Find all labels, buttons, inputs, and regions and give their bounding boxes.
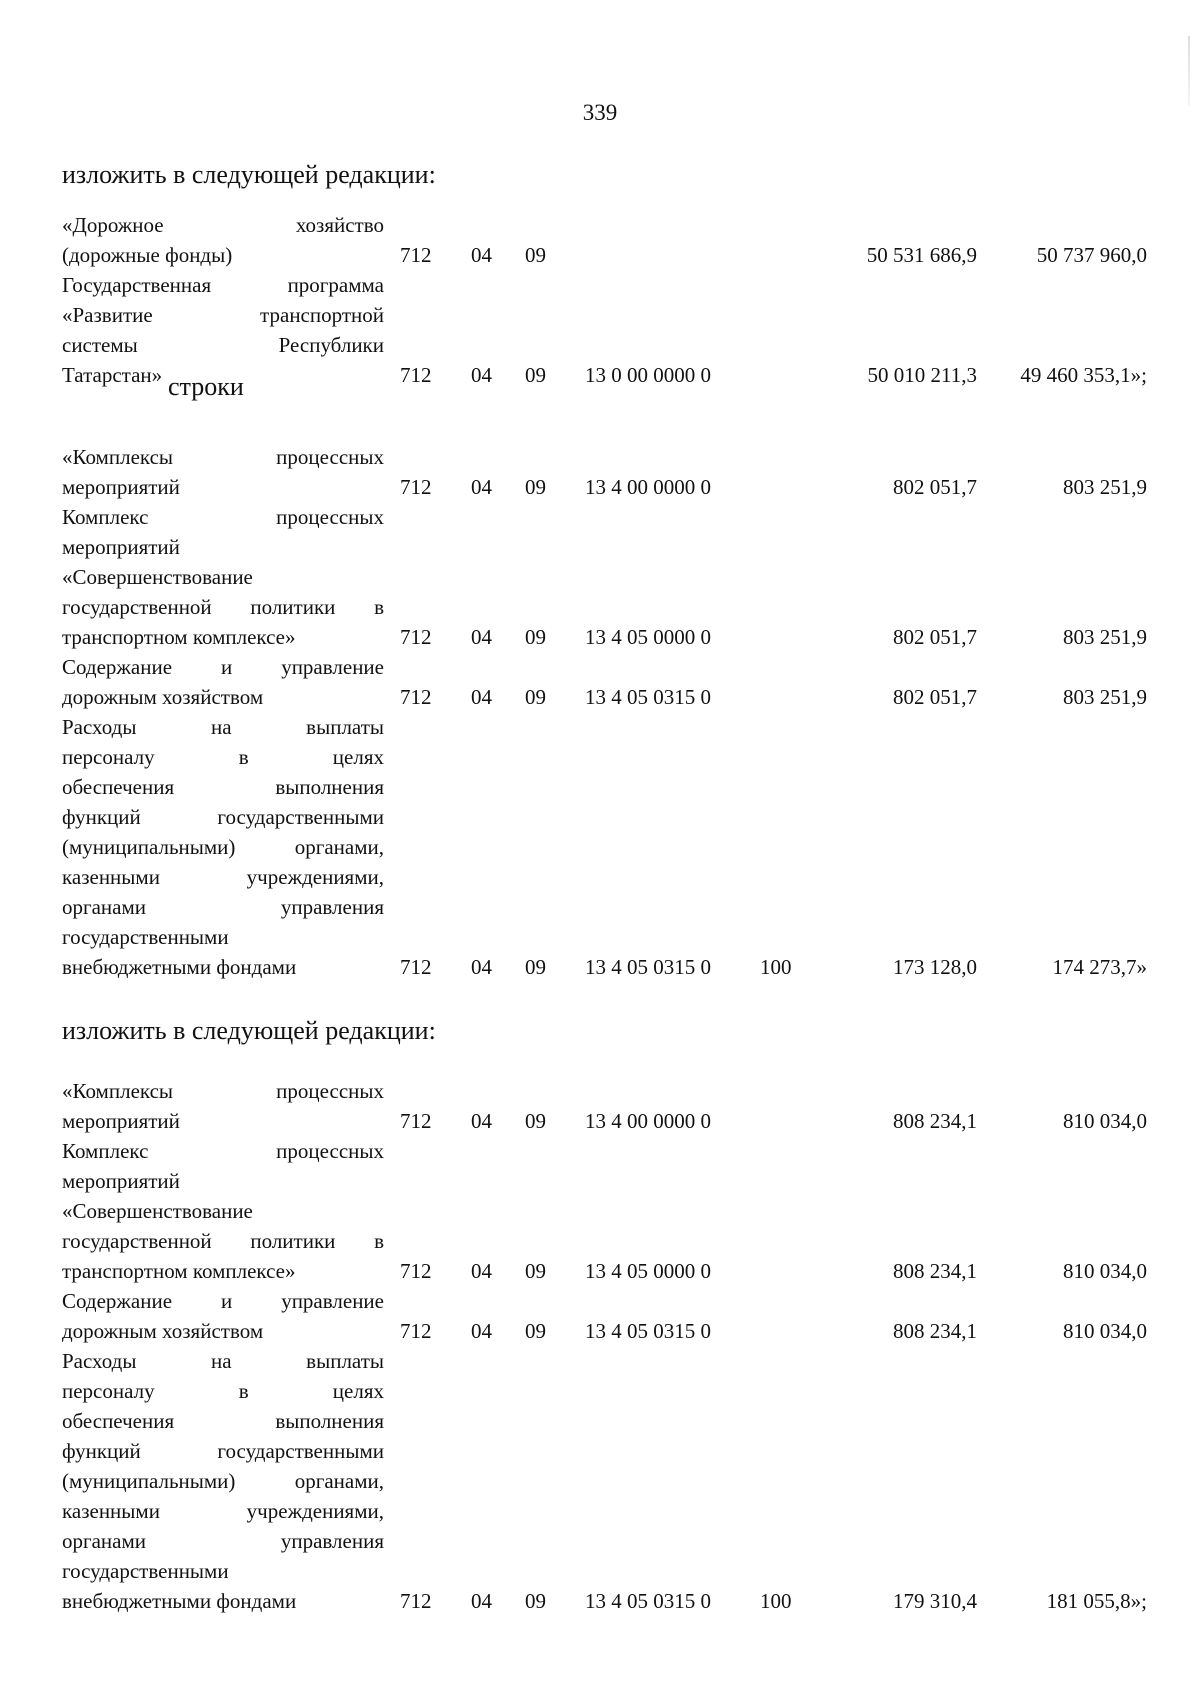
row-description-line: транспортном комплексе» [62, 1259, 296, 1283]
row-description-line: Государственная программа [62, 273, 384, 297]
row-description-line: «Развитие транспортной [62, 303, 384, 327]
section-code: 04 [471, 1259, 492, 1283]
table-row [0, 1346, 1200, 1616]
ministry-code: 712 [400, 1319, 432, 1343]
row-description-line: Комплекс процессных [62, 1139, 384, 1163]
row-description-line: (дорожные фонды) [62, 243, 233, 267]
amount-year-1: 50 531 686,9 [866, 243, 977, 267]
row-description-line: дорожным хозяйством [62, 685, 264, 709]
row-description-line: обеспечения выполнения [62, 775, 384, 799]
section-code: 04 [471, 363, 492, 387]
ministry-code: 712 [400, 625, 432, 649]
amount-year-2: 810 034,0 [1063, 1259, 1147, 1283]
subsection-code: 09 [525, 363, 546, 387]
ministry-code: 712 [400, 243, 432, 267]
row-description-line: казенными учреждениями, [62, 865, 384, 889]
ministry-code: 712 [400, 1259, 432, 1283]
amount-year-1: 802 051,7 [893, 475, 977, 499]
amount-year-2: 803 251,9 [1063, 685, 1147, 709]
row-description-line: (муниципальными) органами, [62, 835, 384, 859]
subsection-code: 09 [525, 1319, 546, 1343]
amount-year-2: 181 055,8»; [1046, 1589, 1147, 1613]
ministry-code: 712 [400, 363, 432, 387]
section-code: 04 [471, 955, 492, 979]
section-code: 04 [471, 1109, 492, 1133]
row-description-line: функций государственными [62, 1439, 384, 1463]
amount-year-1: 173 128,0 [893, 955, 977, 979]
row-description-line: системы Республики [62, 333, 384, 357]
ministry-code: 712 [400, 475, 432, 499]
row-description-line: «Комплексы процессных [62, 1079, 384, 1103]
target-article-code: 13 4 05 0315 0 [585, 1589, 711, 1613]
table-row [0, 652, 1200, 712]
row-description-line: государственной политики в [62, 595, 384, 619]
table-row [0, 502, 1200, 652]
subsection-code: 09 [525, 1589, 546, 1613]
target-article-code: 13 4 00 0000 0 [585, 1109, 711, 1133]
row-description-line: Комплекс процессных [62, 505, 384, 529]
row-description-line: мероприятий [62, 475, 180, 499]
expense-type-code: 100 [760, 955, 792, 979]
ministry-code: 712 [400, 1589, 432, 1613]
row-description-line: функций государственными [62, 805, 384, 829]
row-description-line: (муниципальными) органами, [62, 1469, 384, 1493]
amount-year-1: 808 234,1 [893, 1109, 977, 1133]
row-description-line: органами управления [62, 895, 384, 919]
section-heading: изложить в следующей редакции: [62, 160, 436, 189]
section-code: 04 [471, 685, 492, 709]
subsection-code: 09 [525, 685, 546, 709]
amount-year-2: 50 737 960,0 [1036, 243, 1147, 267]
row-description-line: персоналу в целях [62, 745, 384, 769]
amount-year-2: 810 034,0 [1063, 1109, 1147, 1133]
row-description-line: мероприятий [62, 1109, 180, 1133]
row-description-line: персоналу в целях [62, 1379, 384, 1403]
target-article-code: 13 4 05 0315 0 [585, 1319, 711, 1343]
target-article-code: 13 4 05 0000 0 [585, 625, 711, 649]
row-description-line: Татарстан» [62, 363, 163, 387]
amount-year-2: 803 251,9 [1063, 475, 1147, 499]
row-description-line: Расходы на выплаты [62, 1349, 384, 1373]
page-number: 339 [582, 100, 618, 125]
section-code: 04 [471, 1319, 492, 1343]
subsection-code: 09 [525, 625, 546, 649]
row-description-line: мероприятий [62, 535, 180, 559]
subsection-code: 09 [525, 243, 546, 267]
section-code: 04 [471, 625, 492, 649]
ministry-code: 712 [400, 685, 432, 709]
row-description-line: Содержание и управление [62, 655, 384, 679]
amount-year-2: 174 273,7» [1052, 955, 1147, 979]
section-heading: строки [168, 372, 244, 401]
row-description-line: государственными [62, 925, 229, 949]
target-article-code: 13 4 05 0315 0 [585, 685, 711, 709]
target-article-code: 13 4 00 0000 0 [585, 475, 711, 499]
amount-year-2: 803 251,9 [1063, 625, 1147, 649]
row-description-line: государственной политики в [62, 1229, 384, 1253]
amount-year-1: 50 010 211,3 [867, 363, 977, 387]
row-description-line: обеспечения выполнения [62, 1409, 384, 1433]
amount-year-1: 802 051,7 [893, 685, 977, 709]
ministry-code: 712 [400, 1109, 432, 1133]
row-description-line: внебюджетными фондами [62, 1589, 297, 1613]
row-description-line: внебюджетными фондами [62, 955, 297, 979]
scan-edge-mark [1188, 36, 1190, 106]
row-description-line: дорожным хозяйством [62, 1319, 264, 1343]
amount-year-1: 808 234,1 [893, 1319, 977, 1343]
subsection-code: 09 [525, 1109, 546, 1133]
row-description-line: государственными [62, 1559, 229, 1583]
row-description-line: «Дорожное хозяйство [62, 213, 384, 237]
target-article-code: 13 4 05 0000 0 [585, 1259, 711, 1283]
table-row [0, 210, 1200, 270]
table-row [0, 442, 1200, 502]
amount-year-1: 179 310,4 [893, 1589, 977, 1613]
row-description-line: мероприятий [62, 1169, 180, 1193]
section-heading: изложить в следующей редакции: [62, 1016, 436, 1045]
expense-type-code: 100 [760, 1589, 792, 1613]
row-description-line: Содержание и управление [62, 1289, 384, 1313]
table-row [0, 1286, 1200, 1346]
row-description-line: органами управления [62, 1529, 384, 1553]
amount-year-1: 802 051,7 [893, 625, 977, 649]
table-row [0, 712, 1200, 982]
row-description-line: Расходы на выплаты [62, 715, 384, 739]
amount-year-2: 810 034,0 [1063, 1319, 1147, 1343]
subsection-code: 09 [525, 955, 546, 979]
row-description-line: «Комплексы процессных [62, 445, 384, 469]
row-description-line: казенными учреждениями, [62, 1499, 384, 1523]
subsection-code: 09 [525, 1259, 546, 1283]
table-row [0, 1076, 1200, 1136]
amount-year-2: 49 460 353,1»; [1020, 363, 1147, 387]
ministry-code: 712 [400, 955, 432, 979]
target-article-code: 13 0 00 0000 0 [585, 363, 711, 387]
amount-year-1: 808 234,1 [893, 1259, 977, 1283]
subsection-code: 09 [525, 475, 546, 499]
section-code: 04 [471, 1589, 492, 1613]
section-code: 04 [471, 243, 492, 267]
row-description-line: «Совершенствование [62, 565, 253, 589]
table-row [0, 1136, 1200, 1286]
section-code: 04 [471, 475, 492, 499]
row-description-line: «Совершенствование [62, 1199, 253, 1223]
target-article-code: 13 4 05 0315 0 [585, 955, 711, 979]
row-description-line: транспортном комплексе» [62, 625, 296, 649]
